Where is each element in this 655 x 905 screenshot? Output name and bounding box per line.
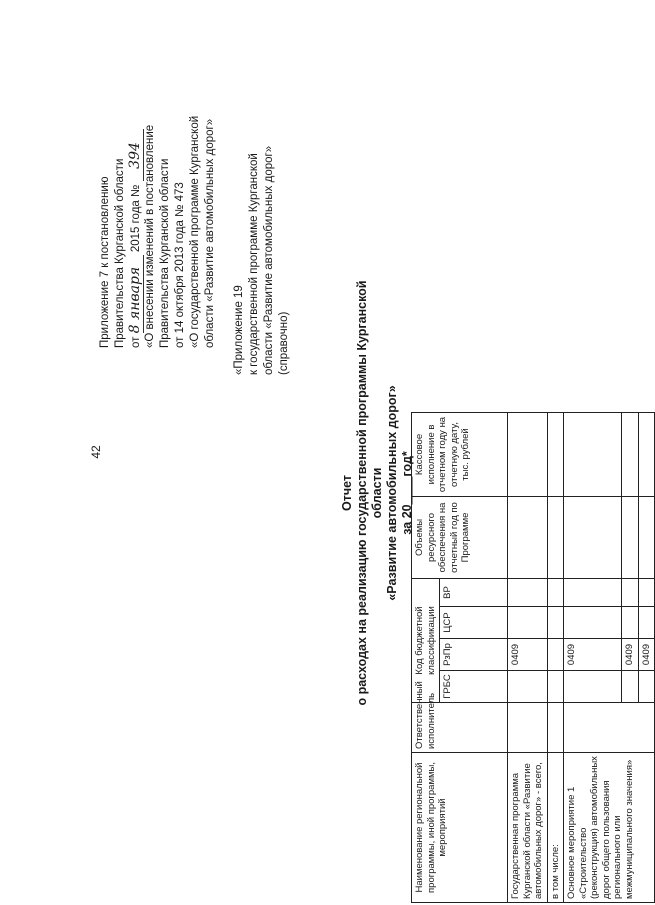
row-volumes bbox=[622, 496, 639, 578]
row-vr bbox=[638, 578, 655, 606]
row-grbs bbox=[547, 671, 564, 703]
appendix-7-date-line bbox=[128, 129, 144, 348]
row-executor bbox=[547, 703, 564, 753]
row-vr bbox=[508, 578, 548, 606]
row-executor bbox=[508, 703, 548, 753]
row-volumes bbox=[638, 496, 655, 578]
header-cash: Кассовое исполнение в отчетном году на отчетную дату, тыс. рублей bbox=[412, 412, 508, 496]
appendix-19-line-4: (справочно) bbox=[278, 311, 290, 375]
row-rzpr bbox=[547, 639, 564, 671]
title-line-4: за 20____год* bbox=[400, 451, 414, 535]
title-line-2: о расходах на реализацию государственной программы Курганской области bbox=[355, 280, 384, 706]
row-rzpr: 0409 bbox=[564, 639, 622, 671]
row-cash bbox=[547, 412, 564, 496]
row-rzpr: 0409 bbox=[508, 639, 548, 671]
handwritten-number: 394 bbox=[128, 129, 144, 181]
row-csr bbox=[564, 607, 622, 639]
row-grbs bbox=[638, 671, 655, 703]
appendix-19-line-2: к государственной программе Курганской bbox=[248, 153, 260, 375]
row-vr bbox=[564, 578, 622, 606]
appendix-7-line-6: от 14 октября 2013 года № 473 bbox=[174, 182, 186, 348]
row-csr bbox=[622, 607, 639, 639]
row-volumes bbox=[508, 496, 548, 578]
header-vr: ВР bbox=[440, 578, 508, 606]
appendix-19-line-3: области «Развитие автомобильных дорог» bbox=[263, 145, 275, 375]
expenses-table-wrapper bbox=[411, 413, 651, 903]
appendix-19-line-1: «Приложение 19 bbox=[233, 285, 245, 375]
row-csr bbox=[638, 607, 655, 639]
expenses-table bbox=[411, 412, 655, 903]
row-grbs bbox=[508, 671, 548, 703]
row-rzpr: 0409 bbox=[638, 639, 655, 671]
table-row bbox=[547, 412, 564, 902]
row-cash bbox=[564, 412, 622, 496]
title-line-1: Отчет bbox=[340, 475, 354, 512]
table-row bbox=[564, 412, 622, 902]
appendix-7-line-4: «О внесении изменений в постановление bbox=[144, 124, 156, 348]
appendix-7-line-8: области «Развитие автомобильных дорог» bbox=[204, 118, 216, 348]
header-volumes: Объемы ресурсного обеспечения на отчетный год по Программе bbox=[412, 496, 508, 578]
appendix-7-header bbox=[98, 48, 218, 348]
row-volumes bbox=[564, 496, 622, 578]
header-budget-code: Код бюджетной классификации bbox=[412, 578, 440, 702]
title-line-3: «Развитие автомобильных дорог» bbox=[385, 385, 399, 601]
page-number: 42 bbox=[89, 445, 103, 459]
year-text: 2015 года № bbox=[130, 184, 142, 253]
row-volumes bbox=[547, 496, 564, 578]
header-rzpr: РзПр bbox=[440, 639, 508, 671]
appendix-7-line-7: «О государственной программе Курганской bbox=[189, 115, 201, 348]
handwritten-date: 8 января bbox=[128, 255, 144, 333]
row-executor bbox=[564, 703, 655, 753]
appendix-7-line-1: Приложение 7 к постановлению bbox=[99, 176, 111, 348]
report-title bbox=[340, 273, 414, 713]
row-name: в том числе: bbox=[547, 753, 564, 903]
from-word: от bbox=[130, 336, 142, 348]
row-cash bbox=[508, 412, 548, 496]
table-row bbox=[508, 412, 548, 902]
appendix-7-line-5: Правительства Курганской области bbox=[159, 158, 171, 348]
row-cash bbox=[622, 412, 639, 496]
header-grbs: ГРБС bbox=[440, 671, 508, 703]
header-csr: ЦСР bbox=[440, 607, 508, 639]
row-rzpr: 0409 bbox=[622, 639, 639, 671]
row-grbs bbox=[564, 671, 622, 703]
row-csr bbox=[547, 607, 564, 639]
row-vr bbox=[622, 578, 639, 606]
row-grbs bbox=[622, 671, 639, 703]
row-csr bbox=[508, 607, 548, 639]
row-vr bbox=[547, 578, 564, 606]
header-executor: Ответственный исполнитель bbox=[412, 703, 508, 753]
appendix-19-header bbox=[232, 145, 292, 375]
row-cash bbox=[638, 412, 655, 496]
appendix-7-line-2: Правительства Курганской области bbox=[114, 158, 126, 348]
row-name: Государственная программа Курганской области «Развитие автомобильных дорог» - всего, bbox=[508, 753, 548, 903]
header-name: Наименование региональной программы, иной программы, мероприятий bbox=[412, 753, 508, 903]
row-name: Основное мероприятие 1 «Строительство (реконструкция) автомобильных дорог общего пользования регионального или межмуниципального значения» bbox=[564, 753, 655, 903]
